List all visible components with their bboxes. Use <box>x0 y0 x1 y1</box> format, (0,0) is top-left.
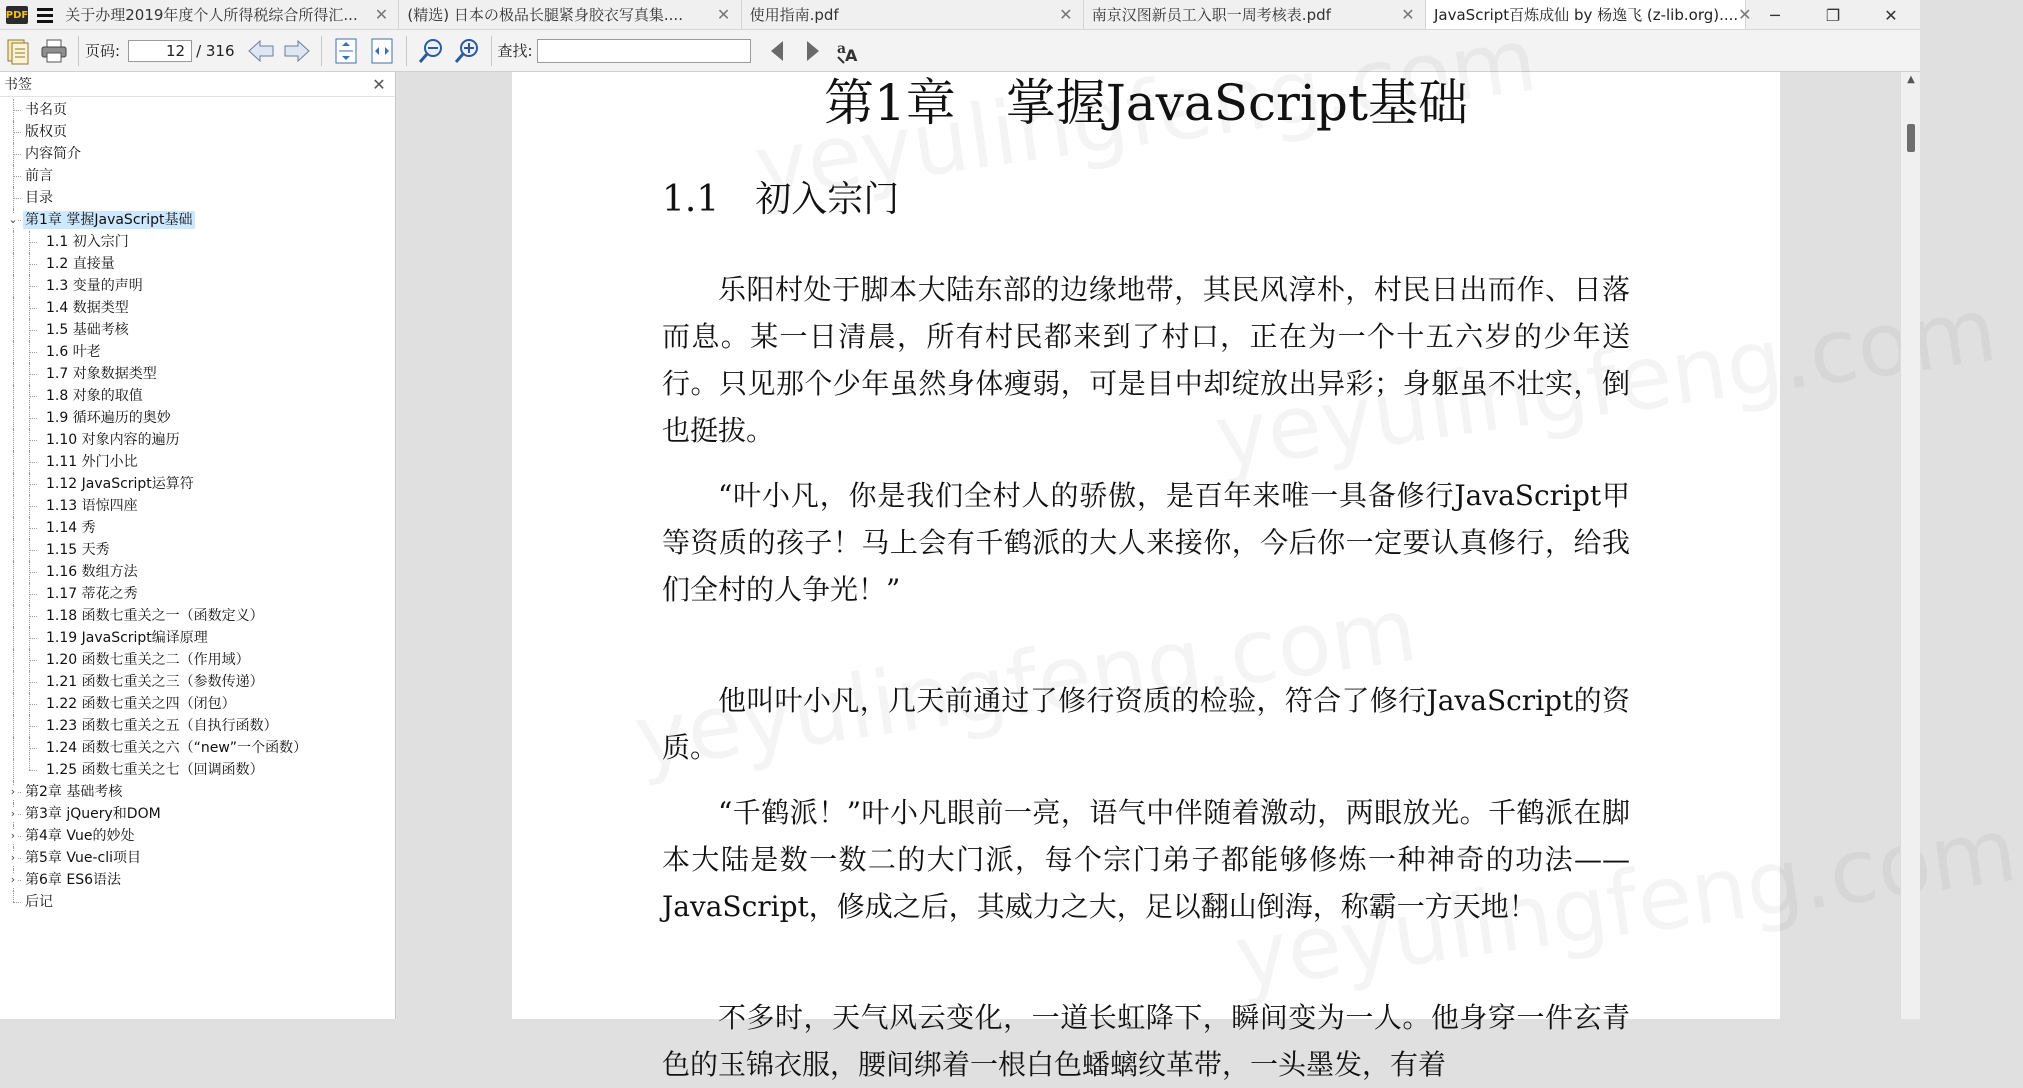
bookmark-item[interactable] <box>0 319 395 341</box>
bookmark-item[interactable] <box>0 605 395 627</box>
bookmark-item[interactable] <box>0 715 395 737</box>
bookmark-item[interactable] <box>0 143 395 165</box>
bookmark-item[interactable] <box>0 451 395 473</box>
next-page-button[interactable] <box>279 34 315 68</box>
bookmark-item[interactable] <box>0 517 395 539</box>
window-controls <box>1746 0 1920 29</box>
bookmark-item[interactable] <box>0 429 395 451</box>
triangle-right-icon <box>803 39 823 63</box>
bookmark-item[interactable] <box>0 341 395 363</box>
bookmark-label: 1.6 叶老 <box>46 344 101 360</box>
close-icon[interactable]: ✕ <box>372 74 386 94</box>
bookmark-item[interactable] <box>0 737 395 759</box>
bookmark-item[interactable] <box>0 649 395 671</box>
tab-document-3[interactable] <box>742 0 1084 29</box>
bookmark-item[interactable] <box>0 891 395 913</box>
tab-label: 关于办理2019年度个人所得税综合所得汇... <box>65 6 358 24</box>
bookmark-label: 1.25 函数七重关之七（回调函数） <box>46 762 264 778</box>
bookmark-item[interactable] <box>0 781 395 803</box>
bookmark-label: 1.4 数据类型 <box>46 300 129 316</box>
bookmark-label: 1.10 对象内容的遍历 <box>46 432 180 448</box>
bookmark-item[interactable] <box>0 407 395 429</box>
paragraph: 不多时，天气风云变化，一道长虹降下，瞬间变为一人。他身穿一件玄青色的玉锦衣服，腰间绑着一根白色蟠螭纹革带，一头墨发，有着 <box>662 1001 1630 1081</box>
scroll-up-icon[interactable]: ▲ <box>1907 74 1915 85</box>
bookmark-label: 版权页 <box>25 124 67 140</box>
bookmark-label: 1.3 变量的声明 <box>46 278 143 294</box>
page-label: 页码: <box>85 42 121 60</box>
close-window-button[interactable]: ✕ <box>1884 5 1898 25</box>
bookmark-label: 1.16 数组方法 <box>46 564 138 580</box>
page-number-input[interactable]: 12 <box>128 40 192 62</box>
bookmark-item[interactable] <box>0 121 395 143</box>
pdf-page <box>512 72 1780 1081</box>
section-title: 1.1 初入宗门 <box>662 179 900 220</box>
bookmark-item[interactable] <box>0 297 395 319</box>
expand-chevron-icon[interactable]: › <box>8 873 18 887</box>
bookmark-item[interactable] <box>0 627 395 649</box>
document-viewport[interactable] <box>396 72 1900 1081</box>
toolbar-divider <box>491 36 492 66</box>
bookmark-label: 书名页 <box>25 102 67 118</box>
bookmark-label: 1.15 天秀 <box>46 542 110 558</box>
paragraph: “叶小凡，你是我们全村人的骄傲，是百年来唯一具备修行JavaScript甲等资质的孩子！马上会有千鹤派的大人来接你，今后你一定要认真修行，给我们全村的人争光！” <box>662 479 1630 606</box>
bookmarks-title: 书签 <box>4 77 32 93</box>
bookmarks-header <box>0 72 395 97</box>
toolbar-divider <box>321 36 322 66</box>
match-case-button[interactable] <box>831 34 867 68</box>
paragraph: 乐阳村处于脚本大陆东部的边缘地带，其民风淳朴，村民日出而作、日落而息。某一日清晨，所有村民都来到了村口，正在为一个十五六岁的少年送行。只见那个少年虽然身体瘦弱，可是目中却绽放出异彩；身躯虽不壮实，倒也挺拔。 <box>662 273 1630 447</box>
bookmark-item[interactable] <box>0 671 395 693</box>
scroll-thumb[interactable] <box>1907 124 1915 152</box>
bookmark-label: 第4章 Vue的妙处 <box>25 828 135 844</box>
bookmark-label: 1.20 函数七重关之二（作用域） <box>46 652 250 668</box>
bookmark-item[interactable] <box>0 847 395 869</box>
fit-page-button[interactable] <box>328 34 364 68</box>
bookmark-item[interactable] <box>0 253 395 275</box>
bookmark-tree <box>0 97 395 913</box>
bookmark-item[interactable] <box>0 759 395 781</box>
triangle-left-icon <box>767 39 787 63</box>
bookmark-label: 1.11 外门小比 <box>46 454 138 470</box>
tab-document-2[interactable] <box>399 0 741 29</box>
tab-label: (精选) 日本の极品长腿紧身胶衣写真集.... <box>407 6 683 24</box>
toolbar-divider <box>406 36 407 66</box>
bookmark-item[interactable] <box>0 231 395 253</box>
fit-page-icon <box>333 37 359 65</box>
match-case-icon <box>835 37 863 65</box>
bookmark-item[interactable] <box>0 165 395 187</box>
bookmark-item[interactable] <box>0 99 395 121</box>
tab-close-icon[interactable]: ✕ <box>1401 5 1415 24</box>
svg-text:a: a <box>836 40 846 57</box>
bookmark-label: 1.13 语惊四座 <box>46 498 138 514</box>
tab-bar <box>0 0 1920 30</box>
bookmark-label: 1.2 直接量 <box>46 256 115 272</box>
tab-document-5-active[interactable] <box>1426 0 1752 29</box>
bookmark-label: 后记 <box>25 894 53 910</box>
bookmark-label: 第3章 jQuery和DOM <box>25 806 161 822</box>
arrow-left-icon <box>247 39 275 63</box>
print-icon <box>40 38 68 64</box>
paragraph: “千鹤派！”叶小凡眼前一亮，语气中伴随着激动，两眼放光。千鹤派在脚本大陆是数一数二的大门派，每个宗门弟子都能够修炼一种神奇的功法——JavaScript，修成之后，其威力之大，足以翻山倒海，称霸一方天地！ <box>662 796 1630 923</box>
chapter-title: 第1章 掌握JavaScript基础 <box>824 74 1468 132</box>
restore-button[interactable]: ❐ <box>1825 5 1841 25</box>
bookmark-item[interactable] <box>0 803 395 825</box>
bookmark-label: 1.14 秀 <box>46 520 96 536</box>
bookmark-label: 1.18 函数七重关之一（函数定义） <box>46 608 264 624</box>
collapse-chevron-icon[interactable]: ⌄ <box>8 213 18 226</box>
expand-chevron-icon[interactable]: › <box>8 851 18 865</box>
search-label: 查找: <box>497 42 533 60</box>
svg-text:A: A <box>844 45 857 65</box>
bookmark-item[interactable] <box>0 187 395 209</box>
bookmark-item[interactable] <box>0 825 395 847</box>
bookmark-item[interactable] <box>0 363 395 385</box>
app-logo-icon[interactable]: PDF <box>6 6 28 24</box>
bookmark-item[interactable] <box>0 583 395 605</box>
toolbar <box>0 30 1920 72</box>
find-previous-button[interactable] <box>759 34 795 68</box>
bookmark-label: 第2章 基础考核 <box>25 784 123 800</box>
bookmark-label: 1.7 对象数据类型 <box>46 366 157 382</box>
bookmark-item[interactable] <box>0 869 395 891</box>
open-file-icon <box>5 37 31 65</box>
expand-chevron-icon[interactable]: › <box>8 785 18 799</box>
bookmark-item[interactable] <box>0 385 395 407</box>
bookmark-label: 第5章 Vue-cli项目 <box>25 850 141 866</box>
tab-label: 使用指南.pdf <box>749 6 839 24</box>
tab-document-1[interactable] <box>57 0 399 29</box>
bookmark-label: 内容简介 <box>25 146 81 162</box>
tab-close-icon[interactable]: ✕ <box>1738 5 1752 24</box>
zoom-out-button[interactable] <box>413 34 449 68</box>
zoom-out-icon <box>417 37 445 65</box>
bookmark-item[interactable] <box>0 539 395 561</box>
tab-label: JavaScript百炼成仙 by 杨逸飞 (z-lib.org).... <box>1433 6 1739 24</box>
paragraph: 他叫叶小凡，几天前通过了修行资质的检验，符合了修行JavaScript的资质。 <box>662 684 1630 764</box>
bookmarks-panel <box>0 72 396 1019</box>
bookmark-label: 第6章 ES6语法 <box>25 872 121 888</box>
bookmark-label: 目录 <box>25 190 53 206</box>
bookmark-label: 1.21 函数七重关之三（参数传递） <box>46 674 264 690</box>
open-file-button[interactable] <box>0 34 36 68</box>
tab-label: 南京汉图新员工入职一周考核表.pdf <box>1091 6 1331 24</box>
tab-document-4[interactable] <box>1084 0 1426 29</box>
bookmark-label: 1.19 JavaScript编译原理 <box>46 630 208 646</box>
previous-page-button[interactable] <box>243 34 279 68</box>
expand-chevron-icon[interactable]: › <box>8 829 18 843</box>
print-button[interactable] <box>36 34 72 68</box>
bookmark-label: 1.8 对象的取值 <box>46 388 143 404</box>
zoom-in-icon <box>453 37 481 65</box>
bookmark-item[interactable] <box>0 473 395 495</box>
bookmark-label: 1.5 基础考核 <box>46 322 129 338</box>
bookmark-item[interactable] <box>0 275 395 297</box>
bookmark-label: 1.12 JavaScript运算符 <box>46 476 194 492</box>
tab-close-icon[interactable]: ✕ <box>374 5 389 24</box>
minimize-button[interactable]: ─ <box>1770 5 1780 25</box>
bookmark-label: 1.17 蒂花之秀 <box>46 586 138 602</box>
find-next-button[interactable] <box>795 34 831 68</box>
bookmark-label: 1.9 循环遍历的奥妙 <box>46 410 171 426</box>
search-input[interactable] <box>537 39 751 63</box>
bookmark-label: 1.22 函数七重关之四（闭包） <box>46 696 236 712</box>
bookmark-label: 1.24 函数七重关之六（“new”一个函数） <box>46 740 308 756</box>
bookmark-item[interactable] <box>0 495 395 517</box>
vertical-scrollbar[interactable] <box>1900 72 1920 1019</box>
arrow-right-icon <box>283 39 311 63</box>
bookmark-label: 前言 <box>25 168 53 184</box>
bookmark-item[interactable] <box>0 693 395 715</box>
tab-close-icon[interactable]: ✕ <box>716 5 731 24</box>
toolbar-divider <box>78 36 79 66</box>
bookmark-item[interactable] <box>0 209 395 231</box>
tab-close-icon[interactable]: ✕ <box>1059 5 1073 24</box>
bookmark-label: 1.23 函数七重关之五（自执行函数） <box>46 718 278 734</box>
fit-width-icon <box>369 37 395 65</box>
expand-chevron-icon[interactable]: › <box>8 807 18 821</box>
zoom-in-button[interactable] <box>449 34 485 68</box>
bookmark-label: 第1章 掌握JavaScript基础 <box>25 212 193 228</box>
bookmark-item[interactable] <box>0 561 395 583</box>
total-pages: / 316 <box>196 41 235 60</box>
fit-width-button[interactable] <box>364 34 400 68</box>
menu-icon[interactable] <box>32 0 57 30</box>
bookmark-label: 1.1 初入宗门 <box>46 234 129 250</box>
